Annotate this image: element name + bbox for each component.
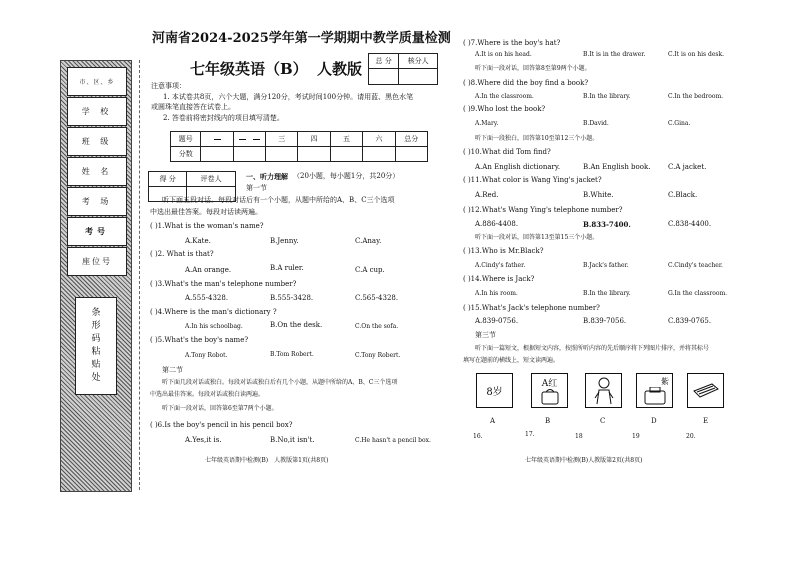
option-b: B.White.: [583, 191, 614, 199]
score-cell[interactable]: [233, 147, 265, 162]
question-8: ( )8.Where did the boy find a book?: [463, 79, 589, 87]
option-b: B.In the library.: [583, 93, 631, 100]
picture-label-e: E: [703, 417, 709, 425]
option-c: C.It is on his desk.: [668, 51, 725, 58]
option-a: A.886-4408.: [475, 220, 519, 228]
total-score-box: 总 分 核分人: [368, 53, 438, 85]
option-b: B.In the library.: [583, 290, 631, 297]
question-5: ( )5.What's the boy's name?: [150, 336, 249, 344]
question-13: ( )13.Who is Mr.Black?: [463, 247, 544, 255]
option-b: B.Jenny.: [270, 237, 299, 245]
option-c: C.In the bedroom.: [668, 93, 724, 100]
option-c: C.A jacket.: [668, 163, 707, 171]
option-b: B.Tom Robert.: [270, 351, 314, 358]
score-cell[interactable]: [201, 147, 233, 162]
schoolbag-icon: [539, 389, 561, 405]
score-table: 题号 三 四 五 六 总分 分数: [170, 131, 428, 162]
part3-heading: 第三节: [475, 331, 496, 339]
instruction: 填写在题前的横线上，短文读两遍。: [463, 357, 560, 364]
option-a: A.Kate.: [185, 237, 211, 245]
option-b: B.It is in the drawer.: [583, 51, 646, 58]
picture-c-person: [585, 373, 622, 408]
question-1: ( )1.What is the woman's name?: [150, 222, 264, 230]
notes-line: 或圆珠笔直接答在试卷上。: [151, 103, 235, 111]
exam-title: 河南省2024-2025学年第一学期期中教学质量检测: [152, 31, 451, 46]
binding-strip: [60, 60, 132, 492]
option-a: A.555-4328.: [185, 294, 229, 302]
part2-heading: 第二节: [162, 366, 183, 374]
picture-b-red-schoolbag: A红: [531, 373, 568, 408]
section1-heading-note: （20小题，每小题1分，共20分）: [293, 172, 400, 180]
notes-line: 1. 本试卷共8页，六个大题，满分120分，考试时间100分钟。请用蓝、黑色水笔: [163, 93, 414, 101]
checker-cell[interactable]: [399, 69, 438, 85]
option-c: C.Cindy's teacher.: [668, 262, 723, 269]
question-10: ( )10.What did Tom find?: [463, 148, 551, 156]
option-b: B.833-7400.: [583, 220, 631, 229]
option-c: C.Tony Robert.: [355, 352, 401, 359]
question-15: ( )15.What's Jack's telephone number?: [463, 304, 600, 312]
notes-heading: 注意事项：: [151, 82, 186, 90]
option-c: G.In the classroom.: [668, 290, 728, 297]
part1-heading: 第一节: [246, 184, 267, 192]
option-a: A.839-0756.: [475, 317, 519, 325]
total-score-cell[interactable]: [369, 69, 399, 85]
answer-blank-18[interactable]: 18: [575, 433, 583, 440]
grader-box: 得 分 评卷人: [148, 171, 236, 202]
option-a: A.An English dictionary.: [475, 163, 561, 171]
instruction: 听下面几段对话或独白。每段对话或独白后有几个小题，从题中所给的A、B、C三个选项: [162, 379, 398, 386]
footer-left: 七年级英语期中检测(B) 人教版第1页(共8页): [205, 457, 329, 464]
option-c: C.On the sofa.: [355, 323, 399, 330]
option-a: A.In his schoolbag.: [185, 323, 243, 330]
option-a: A.An orange.: [185, 266, 232, 274]
score-cell[interactable]: [266, 147, 298, 162]
pencil-box-icon: [692, 381, 720, 401]
option-a: A.In his room.: [475, 290, 518, 297]
section1-heading: 一、听力理解: [246, 172, 288, 181]
score-cell[interactable]: [395, 147, 427, 162]
option-a: A.Cindy's father.: [475, 262, 526, 269]
instruction: 听下面一段独白，回答第10至第12三个小题。: [475, 135, 599, 142]
option-b: B.David.: [583, 120, 609, 127]
score-cell[interactable]: [363, 147, 395, 162]
question-6: ( )6.Is the boy's pencil in his pencil box?: [150, 421, 293, 429]
option-a: A.Red.: [475, 191, 499, 199]
question-7: ( )7.Where is the boy's hat?: [463, 39, 561, 47]
option-b: B.Jack's father.: [583, 262, 629, 269]
exam-subtitle-grade: 七年级英语（B）: [190, 60, 308, 78]
picture-e-pencil-box: [687, 373, 724, 408]
instruction: 听下面一段对话，回答第13至第15三个小题。: [475, 234, 599, 241]
option-c: C.565-4328.: [355, 294, 399, 302]
option-b: B.An English book.: [583, 163, 651, 171]
field-seat-number: 座位号: [67, 247, 127, 276]
notes-line: 2. 答卷前将密封线内的项目填写清楚。: [163, 114, 284, 122]
option-c: C.Anay.: [355, 237, 382, 245]
answer-blank-19[interactable]: 19: [632, 433, 640, 440]
option-c: C.838-4400.: [668, 220, 712, 228]
person-icon: [592, 376, 616, 406]
picture-label-d: D: [651, 417, 657, 425]
option-a: A.It is on his head.: [475, 51, 532, 58]
instruction: 中选出最佳答案。每段对话或独白读两遍。: [150, 391, 265, 398]
option-c: C.Gina.: [668, 120, 691, 127]
col-1: [201, 132, 233, 147]
option-b: B.839-7056.: [583, 317, 627, 325]
option-a: A.In the classroom.: [475, 93, 534, 100]
score-cell[interactable]: [298, 147, 330, 162]
question-3: ( )3.What's the man's telephone number?: [150, 280, 297, 288]
col-2: [233, 132, 265, 147]
instruction: 听下面一段对话，回答第8至第9两个小题。: [475, 65, 591, 72]
answer-blank-16[interactable]: 16.: [473, 433, 483, 440]
field-class: 班 级: [67, 127, 127, 156]
option-c: C.839-0765.: [668, 317, 712, 325]
instruction: 听下面一段对话，回答第6至第7两个小题。: [162, 405, 278, 412]
field-name: 姓 名: [67, 157, 127, 186]
option-a: A.Mary.: [475, 120, 499, 127]
picture-label-c: C: [600, 417, 606, 425]
field-school: 学 校: [67, 97, 127, 126]
option-a: A.Yes,it is.: [185, 436, 222, 444]
picture-d-purple-bag: 紫: [636, 373, 673, 408]
question-14: ( )14.Where is Jack?: [463, 275, 535, 283]
field-exam-number: 考号: [67, 217, 127, 246]
field-exam-room: 考 场: [67, 187, 127, 216]
picture-a-age: 8岁: [476, 373, 513, 408]
option-b: B.On the desk.: [270, 321, 323, 329]
question-12: ( )12.What's Wang Ying's telephone number?: [463, 206, 623, 214]
bag-icon: [642, 387, 668, 405]
option-c: C.Black.: [668, 191, 698, 199]
option-c: C.He hasn't a pencil box.: [355, 437, 431, 444]
option-b: B.A ruler.: [270, 264, 304, 272]
barcode-area: 条 形 码 粘 贴 处: [75, 297, 117, 395]
instruction: 中选出最佳答案。每段对话读两遍。: [150, 208, 262, 216]
question-4: ( )4.Where is the man's dictionary ?: [150, 308, 277, 316]
answer-blank-20[interactable]: 20.: [686, 433, 696, 440]
picture-label-b: B: [545, 417, 551, 425]
question-11: ( )11.What color is Wang Ying's jacket?: [463, 176, 602, 184]
field-district: 市、区、乡: [67, 67, 127, 96]
instruction: 听下面一篇短文，根据短文内容，按照所听内容的先后顺序将下列图片排序，并将其标号: [475, 345, 710, 352]
score-cell[interactable]: [330, 147, 362, 162]
option-a: A.Tony Robot.: [185, 352, 228, 359]
question-2: ( )2. What is that?: [150, 250, 214, 258]
question-9: ( )9.Who lost the book?: [463, 105, 546, 113]
answer-blank-17[interactable]: 17.: [525, 431, 535, 438]
footer-right: 七年级英语期中检测(B)人教版第2页(共8页): [525, 457, 643, 464]
instruction: 听下面五段对话。每段对话后有一个小题，从题中所给的A、B、C三个选项: [162, 196, 395, 204]
picture-label-a: A: [490, 417, 496, 425]
option-b: B.555-3428.: [270, 294, 314, 302]
option-c: C.A cup.: [355, 266, 385, 274]
exam-subtitle-edition: 人教版: [317, 60, 363, 78]
option-b: B.No,it isn't.: [270, 436, 315, 444]
seal-line: [139, 60, 140, 490]
